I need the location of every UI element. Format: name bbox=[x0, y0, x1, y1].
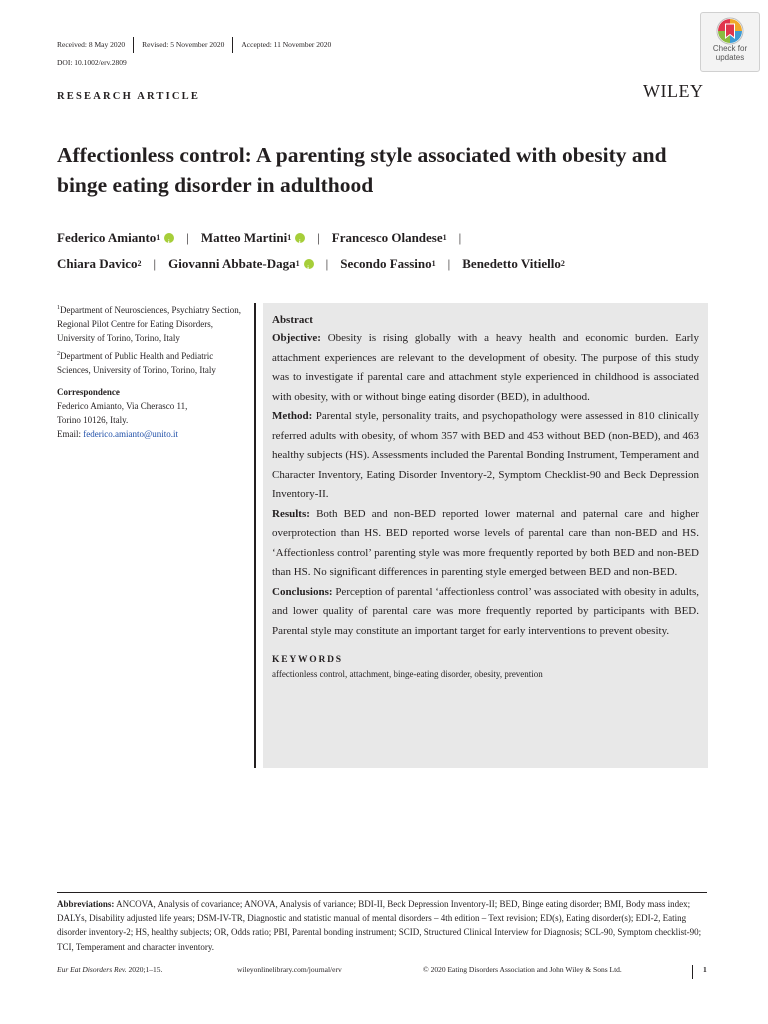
doi[interactable]: DOI: 10.1002/erv.2809 bbox=[57, 58, 127, 67]
email-link[interactable]: federico.amianto@unito.it bbox=[83, 429, 179, 439]
author-name[interactable]: Chiara Davico bbox=[57, 256, 138, 271]
abbreviations-text: ANCOVA, Analysis of covariance; ANOVA, Analysis of variance; BDI-II, Beck Depression Inventory-II; BED, Binge eating disorder; BMI, Body mass index; DALYs, Disability adjusted life years; DSM-IV-TR, Diagnostic and statistic manual of mental disorders – 4th edition – Text revision; ED(s), Eating disorder(s); EDI-2, Eating disorder inventory-2; HS, healthy subjects; OR, Odds ratio; PBI, Parental bonding instrument; SCID, Structured Clinical Interview for Diagnosis; SCL-90, Symptom checklist-90; TCI, Temperament and character inventory. bbox=[57, 899, 702, 952]
correspondence-address-line-1: Federico Amianto, Via Cherasco 11, bbox=[57, 401, 188, 411]
revised-date: Revised: 5 November 2020 bbox=[142, 37, 233, 53]
author-name[interactable]: Francesco Olandese bbox=[331, 230, 443, 245]
abstract-results bbox=[272, 505, 699, 583]
correspondence-address-line-2: Torino 10126, Italy. bbox=[57, 415, 129, 425]
abbreviations-footnote bbox=[57, 892, 707, 954]
conclusions-text: Perception of parental ‘affectionless control’ was associated with obesity in adults, and lower quality of parental care was more frequently reported by participants with BED. Parental style may constitute an important target for early interventions to prevent obesity. bbox=[272, 585, 699, 637]
author-separator: | bbox=[458, 230, 462, 245]
author-line-1: Federico Amianto 1 i | Matteo Martini 1 i | Francesco Olandese 1 | bbox=[57, 225, 737, 251]
orcid-icon[interactable] bbox=[295, 233, 305, 243]
author-separator: | bbox=[153, 256, 157, 271]
author-name[interactable]: Giovanni Abbate-Daga bbox=[168, 256, 296, 271]
author-separator: | bbox=[186, 230, 189, 245]
author-name[interactable]: Benedetto Vitiello bbox=[462, 256, 561, 271]
abstract-heading: Abstract bbox=[272, 314, 313, 326]
affiliation-text: Department of Public Health and Pediatric Sciences, University of Torino, Torino, Italy bbox=[57, 351, 216, 375]
author-name[interactable]: Secondo Fassino bbox=[340, 256, 432, 271]
method-text: Parental style, personality traits, and psychopathology were assessed in 810 clinically referred adults with obesity, of whom 357 with BED and 453 without BED (non-BED), and 463 healthy subjects (HS). Assessments included the Parental Bonding Instrument, Temperament and Character Inventory, Eating Disorder Inventory-2, Symptom Checklist-90 and Beck Depression Inventory-II. bbox=[272, 410, 699, 500]
method-label: Method: bbox=[272, 410, 313, 422]
orcid-icon[interactable] bbox=[164, 233, 174, 243]
accepted-date: Accepted: 11 November 2020 bbox=[241, 40, 332, 49]
check-for-updates-badge[interactable] bbox=[700, 12, 760, 72]
author-separator: | bbox=[317, 230, 320, 245]
author-separator: | bbox=[325, 256, 329, 271]
abstract-method bbox=[272, 407, 699, 505]
objective-text: Obesity is rising globally with a heavy health and economic burden. Early attachment experiences are relevant to the development of obesity. The purpose of this study was to investigate if parental care and attachment style experienced in childhood is associated with obesity, with or without binge eating disorder (BED), in adulthood. bbox=[272, 332, 699, 403]
abstract-objective bbox=[272, 329, 699, 407]
author-separator: | bbox=[447, 256, 451, 271]
affiliation-number: 2 bbox=[57, 351, 60, 357]
correspondence-email-line bbox=[57, 427, 247, 441]
abstract-box bbox=[263, 303, 708, 768]
journal-url[interactable]: wileyonlinelibrary.com/journal/erv bbox=[237, 965, 342, 974]
copyright: © 2020 Eating Disorders Association and John Wiley & Sons Ltd. bbox=[423, 965, 622, 974]
journal-name: Eur Eat Disorders Rev. bbox=[57, 965, 127, 974]
badge-line-2: updates bbox=[715, 52, 745, 62]
correspondence-heading: Correspondence bbox=[57, 387, 120, 397]
article-dates bbox=[57, 38, 347, 52]
keywords-list: affectionless control, attachment, binge-eating disorder, obesity, prevention bbox=[272, 669, 543, 679]
badge-line-1: Check for bbox=[712, 44, 748, 53]
affiliations-column bbox=[57, 303, 247, 441]
affiliation bbox=[57, 303, 247, 345]
author-line-2: Chiara Davico 2 | Giovanni Abbate-Daga 1 i | Secondo Fassino 1 | Benedetto Vitiello 2 bbox=[57, 251, 737, 277]
author-list bbox=[57, 225, 737, 277]
article-title: Affectionless control: A parenting style associated with obesity and binge eating disorder in adulthood bbox=[57, 143, 667, 197]
received-date: Received: 8 May 2020 bbox=[57, 37, 134, 53]
abbreviations-label: Abbreviations: bbox=[57, 899, 115, 909]
affiliation-text: Department of Neurosciences, Psychiatry Section, Regional Pilot Centre for Eating Disorders, University of Torino, Torino, Italy bbox=[57, 305, 241, 343]
abstract-conclusions bbox=[272, 583, 699, 642]
email-label: Email: bbox=[57, 429, 81, 439]
publisher-logo: WILEY bbox=[643, 81, 704, 101]
page-footer bbox=[57, 962, 708, 976]
affiliation-number: 1 bbox=[57, 305, 60, 311]
citation-details: 2020;1–15. bbox=[126, 965, 163, 974]
keywords-heading: KEYWORDS bbox=[272, 655, 343, 665]
author-name[interactable]: Matteo Martini bbox=[200, 230, 288, 245]
bookmark-icon bbox=[716, 17, 744, 45]
affiliation bbox=[57, 349, 247, 377]
page-number: 1 bbox=[692, 965, 707, 979]
orcid-icon[interactable] bbox=[304, 259, 314, 269]
article-type: RESEARCH ARTICLE bbox=[57, 91, 201, 102]
column-divider bbox=[254, 303, 256, 768]
author-name[interactable]: Federico Amianto bbox=[57, 230, 157, 245]
journal-citation bbox=[57, 965, 162, 974]
objective-label: Objective: bbox=[272, 332, 321, 344]
results-text: Both BED and non-BED reported lower maternal and paternal care and higher overprotection than HS. BED reported worse levels of parental care than non-BED and HS. ‘Affectionless control’ parenting style was more frequently reported by both BED and non-BED than HS. No significant differences in parenting style emerged between BED and non-BED. bbox=[272, 507, 700, 578]
results-label: Results: bbox=[272, 507, 310, 520]
conclusions-label: Conclusions: bbox=[272, 585, 333, 598]
